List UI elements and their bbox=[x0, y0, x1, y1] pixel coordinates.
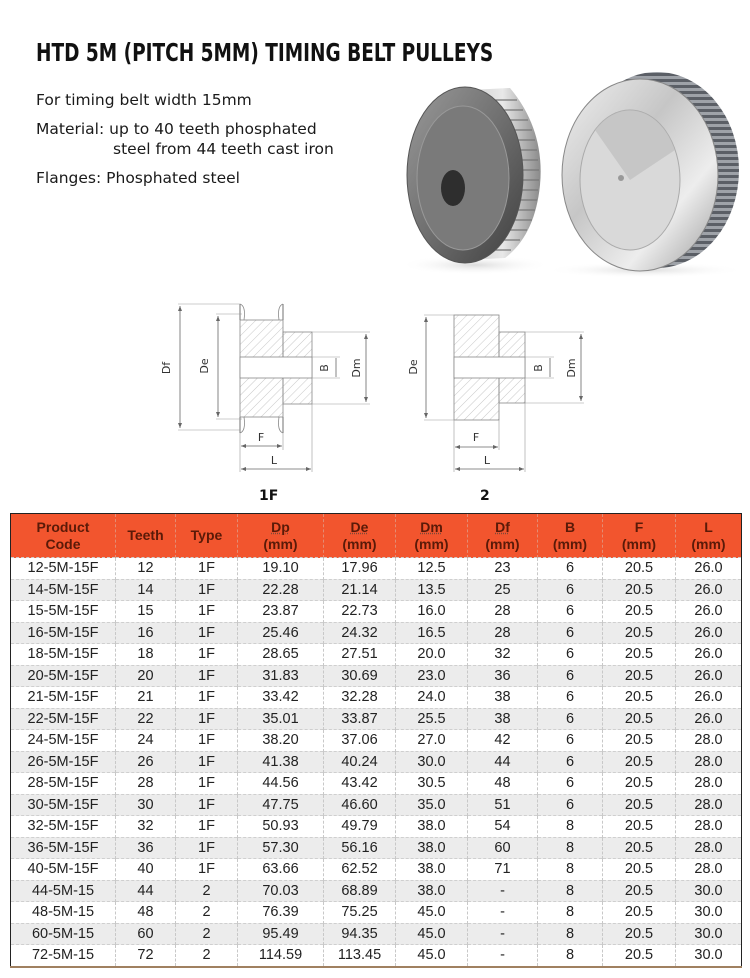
header-label: De bbox=[350, 518, 369, 535]
cell-f: 20.5 bbox=[603, 859, 676, 881]
cell-b: 8 bbox=[538, 923, 603, 945]
cell-type: 1F bbox=[176, 816, 238, 838]
dim-l-label: L bbox=[270, 454, 278, 467]
table-row bbox=[11, 880, 742, 902]
header-label: Df bbox=[495, 518, 510, 535]
table-row bbox=[11, 622, 742, 644]
cell-type: 1F bbox=[176, 579, 238, 601]
cell-l: 28.0 bbox=[676, 816, 742, 838]
cell-f: 20.5 bbox=[603, 687, 676, 709]
cell-l: 26.0 bbox=[676, 644, 742, 666]
cell-dp: 50.93 bbox=[238, 816, 324, 838]
cell-product-code: 40-5M-15F bbox=[11, 859, 116, 881]
cell-dp: 76.39 bbox=[238, 902, 324, 924]
table-row bbox=[11, 837, 742, 859]
cell-teeth: 48 bbox=[116, 902, 176, 924]
cell-product-code: 72-5M-15 bbox=[11, 945, 116, 967]
cell-df: 28 bbox=[468, 601, 538, 623]
cell-df: - bbox=[468, 923, 538, 945]
cell-product-code: 15-5M-15F bbox=[11, 601, 116, 623]
table-row bbox=[11, 558, 742, 580]
cell-dm: 16.0 bbox=[396, 601, 468, 623]
cell-type: 1F bbox=[176, 665, 238, 687]
cell-dp: 41.38 bbox=[238, 751, 324, 773]
table-row bbox=[11, 816, 742, 838]
cell-dp: 47.75 bbox=[238, 794, 324, 816]
cell-dp: 63.66 bbox=[238, 859, 324, 881]
cell-b: 8 bbox=[538, 837, 603, 859]
cell-f: 20.5 bbox=[603, 945, 676, 967]
cell-dm: 25.5 bbox=[396, 708, 468, 730]
cell-type: 1F bbox=[176, 794, 238, 816]
cell-b: 8 bbox=[538, 902, 603, 924]
cell-l: 28.0 bbox=[676, 773, 742, 795]
cell-teeth: 28 bbox=[116, 773, 176, 795]
cell-l: 30.0 bbox=[676, 880, 742, 902]
cell-product-code: 60-5M-15 bbox=[11, 923, 116, 945]
table-row bbox=[11, 773, 742, 795]
cell-teeth: 30 bbox=[116, 794, 176, 816]
cell-df: 36 bbox=[468, 665, 538, 687]
table-row bbox=[11, 579, 742, 601]
cell-dm: 23.0 bbox=[396, 665, 468, 687]
page-title: HTD 5M (PITCH 5MM) TIMING BELT PULLEYS bbox=[36, 38, 494, 67]
cell-dm: 45.0 bbox=[396, 902, 468, 924]
cell-l: 26.0 bbox=[676, 622, 742, 644]
cell-b: 6 bbox=[538, 558, 603, 580]
cell-product-code: 22-5M-15F bbox=[11, 708, 116, 730]
cell-f: 20.5 bbox=[603, 708, 676, 730]
cell-de: 24.32 bbox=[324, 622, 396, 644]
table-row bbox=[11, 794, 742, 816]
cell-de: 22.73 bbox=[324, 601, 396, 623]
column-header-product-code bbox=[11, 514, 116, 558]
cell-product-code: 18-5M-15F bbox=[11, 644, 116, 666]
cell-l: 30.0 bbox=[676, 923, 742, 945]
pulleys-image bbox=[395, 70, 750, 280]
column-header-teeth bbox=[116, 514, 176, 558]
header-unit: (mm) bbox=[485, 535, 520, 552]
cell-type: 2 bbox=[176, 945, 238, 967]
cell-de: 32.28 bbox=[324, 687, 396, 709]
cell-de: 113.45 bbox=[324, 945, 396, 967]
header-label: Dp bbox=[271, 518, 290, 535]
column-header-type bbox=[176, 514, 238, 558]
specs-block bbox=[36, 90, 334, 197]
cell-f: 20.5 bbox=[603, 622, 676, 644]
cell-dm: 38.0 bbox=[396, 816, 468, 838]
cell-l: 26.0 bbox=[676, 579, 742, 601]
table-row bbox=[11, 708, 742, 730]
cell-teeth: 16 bbox=[116, 622, 176, 644]
cell-de: 37.06 bbox=[324, 730, 396, 752]
cell-teeth: 32 bbox=[116, 816, 176, 838]
cell-teeth: 21 bbox=[116, 687, 176, 709]
cell-dp: 38.20 bbox=[238, 730, 324, 752]
cell-df: 25 bbox=[468, 579, 538, 601]
cell-de: 75.25 bbox=[324, 902, 396, 924]
cell-f: 20.5 bbox=[603, 837, 676, 859]
cell-de: 56.16 bbox=[324, 837, 396, 859]
cell-df: - bbox=[468, 880, 538, 902]
cell-dm: 45.0 bbox=[396, 945, 468, 967]
table-row bbox=[11, 859, 742, 881]
cell-dp: 114.59 bbox=[238, 945, 324, 967]
cell-l: 26.0 bbox=[676, 665, 742, 687]
cell-b: 6 bbox=[538, 708, 603, 730]
table-row bbox=[11, 687, 742, 709]
cell-de: 62.52 bbox=[324, 859, 396, 881]
cell-b: 8 bbox=[538, 859, 603, 881]
column-header-de bbox=[324, 514, 396, 558]
header-unit: Code bbox=[45, 535, 81, 552]
cell-dm: 27.0 bbox=[396, 730, 468, 752]
cell-b: 6 bbox=[538, 644, 603, 666]
cell-df: 38 bbox=[468, 687, 538, 709]
cell-dm: 12.5 bbox=[396, 558, 468, 580]
cell-f: 20.5 bbox=[603, 923, 676, 945]
cell-f: 20.5 bbox=[603, 880, 676, 902]
cell-l: 28.0 bbox=[676, 751, 742, 773]
belt-width-spec: For timing belt width 15mm bbox=[36, 91, 252, 109]
cell-type: 1F bbox=[176, 687, 238, 709]
diagram-2-label: 2 bbox=[480, 488, 490, 504]
column-header-dp bbox=[238, 514, 324, 558]
table-row bbox=[11, 902, 742, 924]
cell-dp: 28.65 bbox=[238, 644, 324, 666]
column-header-f bbox=[603, 514, 676, 558]
cell-f: 20.5 bbox=[603, 665, 676, 687]
cell-df: 38 bbox=[468, 708, 538, 730]
cell-b: 6 bbox=[538, 751, 603, 773]
dim-dm-label: Dm bbox=[350, 358, 363, 378]
cell-dp: 23.87 bbox=[238, 601, 324, 623]
table-row bbox=[11, 923, 742, 945]
header-unit: (mm) bbox=[263, 535, 298, 552]
cell-l: 28.0 bbox=[676, 837, 742, 859]
cell-dm: 38.0 bbox=[396, 837, 468, 859]
cell-b: 6 bbox=[538, 730, 603, 752]
cell-dm: 24.0 bbox=[396, 687, 468, 709]
cell-product-code: 21-5M-15F bbox=[11, 687, 116, 709]
cell-dm: 38.0 bbox=[396, 859, 468, 881]
table-row bbox=[11, 751, 742, 773]
cell-type: 1F bbox=[176, 773, 238, 795]
cell-df: 48 bbox=[468, 773, 538, 795]
cell-df: 44 bbox=[468, 751, 538, 773]
cell-product-code: 26-5M-15F bbox=[11, 751, 116, 773]
cell-l: 28.0 bbox=[676, 730, 742, 752]
header-unit: (mm) bbox=[342, 535, 377, 552]
cell-f: 20.5 bbox=[603, 751, 676, 773]
header-unit: (mm) bbox=[691, 535, 726, 552]
cell-f: 20.5 bbox=[603, 579, 676, 601]
diagram-1f-label: 1F bbox=[259, 488, 279, 504]
dim-df-label: Df bbox=[160, 361, 173, 375]
flanges-spec: Flanges: Phosphated steel bbox=[36, 169, 240, 187]
cell-b: 6 bbox=[538, 687, 603, 709]
cell-de: 68.89 bbox=[324, 880, 396, 902]
cell-b: 6 bbox=[538, 601, 603, 623]
cell-type: 2 bbox=[176, 923, 238, 945]
cell-f: 20.5 bbox=[603, 730, 676, 752]
cell-dp: 70.03 bbox=[238, 880, 324, 902]
cell-dp: 19.10 bbox=[238, 558, 324, 580]
cell-product-code: 32-5M-15F bbox=[11, 816, 116, 838]
cell-dm: 20.0 bbox=[396, 644, 468, 666]
cell-de: 49.79 bbox=[324, 816, 396, 838]
cell-product-code: 16-5M-15F bbox=[11, 622, 116, 644]
cell-product-code: 12-5M-15F bbox=[11, 558, 116, 580]
cell-df: 51 bbox=[468, 794, 538, 816]
cell-teeth: 40 bbox=[116, 859, 176, 881]
header-label: F bbox=[634, 518, 644, 535]
cell-f: 20.5 bbox=[603, 902, 676, 924]
cell-f: 20.5 bbox=[603, 601, 676, 623]
header-unit: (mm) bbox=[621, 535, 657, 552]
cell-type: 1F bbox=[176, 751, 238, 773]
header-unit: (mm) bbox=[552, 535, 588, 552]
cell-dp: 31.83 bbox=[238, 665, 324, 687]
header-label: Product bbox=[36, 518, 90, 535]
cell-teeth: 12 bbox=[116, 558, 176, 580]
cell-type: 1F bbox=[176, 730, 238, 752]
cell-teeth: 20 bbox=[116, 665, 176, 687]
cell-f: 20.5 bbox=[603, 558, 676, 580]
cell-b: 6 bbox=[538, 665, 603, 687]
cell-de: 40.24 bbox=[324, 751, 396, 773]
cell-b: 6 bbox=[538, 794, 603, 816]
table-row bbox=[11, 601, 742, 623]
cell-product-code: 28-5M-15F bbox=[11, 773, 116, 795]
cell-b: 8 bbox=[538, 945, 603, 967]
dim-f-label: F bbox=[472, 431, 480, 444]
diagram-1f bbox=[150, 290, 370, 480]
table-row bbox=[11, 945, 742, 967]
column-header-dm bbox=[396, 514, 468, 558]
table-body bbox=[11, 558, 742, 967]
cell-f: 20.5 bbox=[603, 816, 676, 838]
cell-type: 1F bbox=[176, 859, 238, 881]
cell-type: 1F bbox=[176, 622, 238, 644]
cell-l: 26.0 bbox=[676, 708, 742, 730]
cell-df: - bbox=[468, 945, 538, 967]
cell-type: 1F bbox=[176, 708, 238, 730]
cell-dm: 16.5 bbox=[396, 622, 468, 644]
pulley-spec-table bbox=[10, 513, 742, 968]
cell-teeth: 24 bbox=[116, 730, 176, 752]
cell-b: 6 bbox=[538, 579, 603, 601]
cell-dp: 44.56 bbox=[238, 773, 324, 795]
cell-teeth: 26 bbox=[116, 751, 176, 773]
dim-de-label: De bbox=[198, 358, 211, 374]
column-header-l bbox=[676, 514, 742, 558]
cell-teeth: 72 bbox=[116, 945, 176, 967]
table-header-row bbox=[11, 514, 742, 558]
cell-teeth: 60 bbox=[116, 923, 176, 945]
cell-l: 26.0 bbox=[676, 687, 742, 709]
cell-teeth: 36 bbox=[116, 837, 176, 859]
cell-df: 60 bbox=[468, 837, 538, 859]
cell-de: 27.51 bbox=[324, 644, 396, 666]
cell-type: 1F bbox=[176, 558, 238, 580]
cell-df: 42 bbox=[468, 730, 538, 752]
cell-dp: 35.01 bbox=[238, 708, 324, 730]
cell-product-code: 48-5M-15 bbox=[11, 902, 116, 924]
cell-type: 2 bbox=[176, 902, 238, 924]
dim-de-label: De bbox=[407, 359, 420, 375]
cell-de: 43.42 bbox=[324, 773, 396, 795]
cell-b: 8 bbox=[538, 880, 603, 902]
cell-product-code: 24-5M-15F bbox=[11, 730, 116, 752]
cell-df: 32 bbox=[468, 644, 538, 666]
material-spec-line2: steel from 44 teeth cast iron bbox=[113, 140, 334, 158]
cell-teeth: 44 bbox=[116, 880, 176, 902]
dim-b-label: B bbox=[532, 364, 545, 372]
cell-b: 8 bbox=[538, 816, 603, 838]
cell-dm: 13.5 bbox=[396, 579, 468, 601]
cell-dp: 22.28 bbox=[238, 579, 324, 601]
cell-f: 20.5 bbox=[603, 773, 676, 795]
table-row bbox=[11, 665, 742, 687]
table-row bbox=[11, 730, 742, 752]
cell-dp: 33.42 bbox=[238, 687, 324, 709]
cell-type: 2 bbox=[176, 880, 238, 902]
cell-type: 1F bbox=[176, 837, 238, 859]
cell-de: 46.60 bbox=[324, 794, 396, 816]
cell-type: 1F bbox=[176, 601, 238, 623]
cell-df: 23 bbox=[468, 558, 538, 580]
cell-de: 94.35 bbox=[324, 923, 396, 945]
header-unit: (mm) bbox=[414, 535, 449, 552]
diagram-2 bbox=[390, 290, 610, 480]
column-header-df bbox=[468, 514, 538, 558]
header-label: Type bbox=[190, 527, 223, 543]
cell-l: 28.0 bbox=[676, 794, 742, 816]
cell-teeth: 14 bbox=[116, 579, 176, 601]
cell-dm: 30.0 bbox=[396, 751, 468, 773]
header-label: Teeth bbox=[127, 527, 164, 543]
cell-dm: 45.0 bbox=[396, 923, 468, 945]
pulley-photo bbox=[395, 70, 750, 280]
cell-de: 33.87 bbox=[324, 708, 396, 730]
cell-df: 71 bbox=[468, 859, 538, 881]
column-header-b bbox=[538, 514, 603, 558]
dim-b-label: B bbox=[318, 364, 331, 372]
cell-dm: 38.0 bbox=[396, 880, 468, 902]
cell-f: 20.5 bbox=[603, 794, 676, 816]
cell-de: 21.14 bbox=[324, 579, 396, 601]
cell-dm: 35.0 bbox=[396, 794, 468, 816]
cell-dp: 57.30 bbox=[238, 837, 324, 859]
cell-product-code: 20-5M-15F bbox=[11, 665, 116, 687]
cell-teeth: 18 bbox=[116, 644, 176, 666]
cell-teeth: 15 bbox=[116, 601, 176, 623]
cell-de: 17.96 bbox=[324, 558, 396, 580]
dim-dm-label: Dm bbox=[565, 358, 578, 378]
cell-l: 26.0 bbox=[676, 558, 742, 580]
cell-l: 30.0 bbox=[676, 902, 742, 924]
cell-product-code: 14-5M-15F bbox=[11, 579, 116, 601]
cell-teeth: 22 bbox=[116, 708, 176, 730]
cell-product-code: 30-5M-15F bbox=[11, 794, 116, 816]
cell-df: 54 bbox=[468, 816, 538, 838]
dim-f-label: F bbox=[257, 431, 265, 444]
cell-b: 6 bbox=[538, 773, 603, 795]
dim-l-label: L bbox=[483, 454, 491, 467]
cell-l: 28.0 bbox=[676, 859, 742, 881]
cell-de: 30.69 bbox=[324, 665, 396, 687]
cell-b: 6 bbox=[538, 622, 603, 644]
material-spec-line1: Material: up to 40 teeth phosphated bbox=[36, 120, 317, 138]
header-label: L bbox=[704, 518, 713, 535]
table-row bbox=[11, 644, 742, 666]
cell-f: 20.5 bbox=[603, 644, 676, 666]
cell-df: 28 bbox=[468, 622, 538, 644]
cell-l: 30.0 bbox=[676, 945, 742, 967]
cell-product-code: 36-5M-15F bbox=[11, 837, 116, 859]
cell-dp: 95.49 bbox=[238, 923, 324, 945]
cell-product-code: 44-5M-15 bbox=[11, 880, 116, 902]
cell-type: 1F bbox=[176, 644, 238, 666]
cell-df: - bbox=[468, 902, 538, 924]
cell-l: 26.0 bbox=[676, 601, 742, 623]
cell-dm: 30.5 bbox=[396, 773, 468, 795]
header-label: Dm bbox=[420, 518, 443, 535]
header-label: B bbox=[564, 518, 576, 535]
cell-dp: 25.46 bbox=[238, 622, 324, 644]
